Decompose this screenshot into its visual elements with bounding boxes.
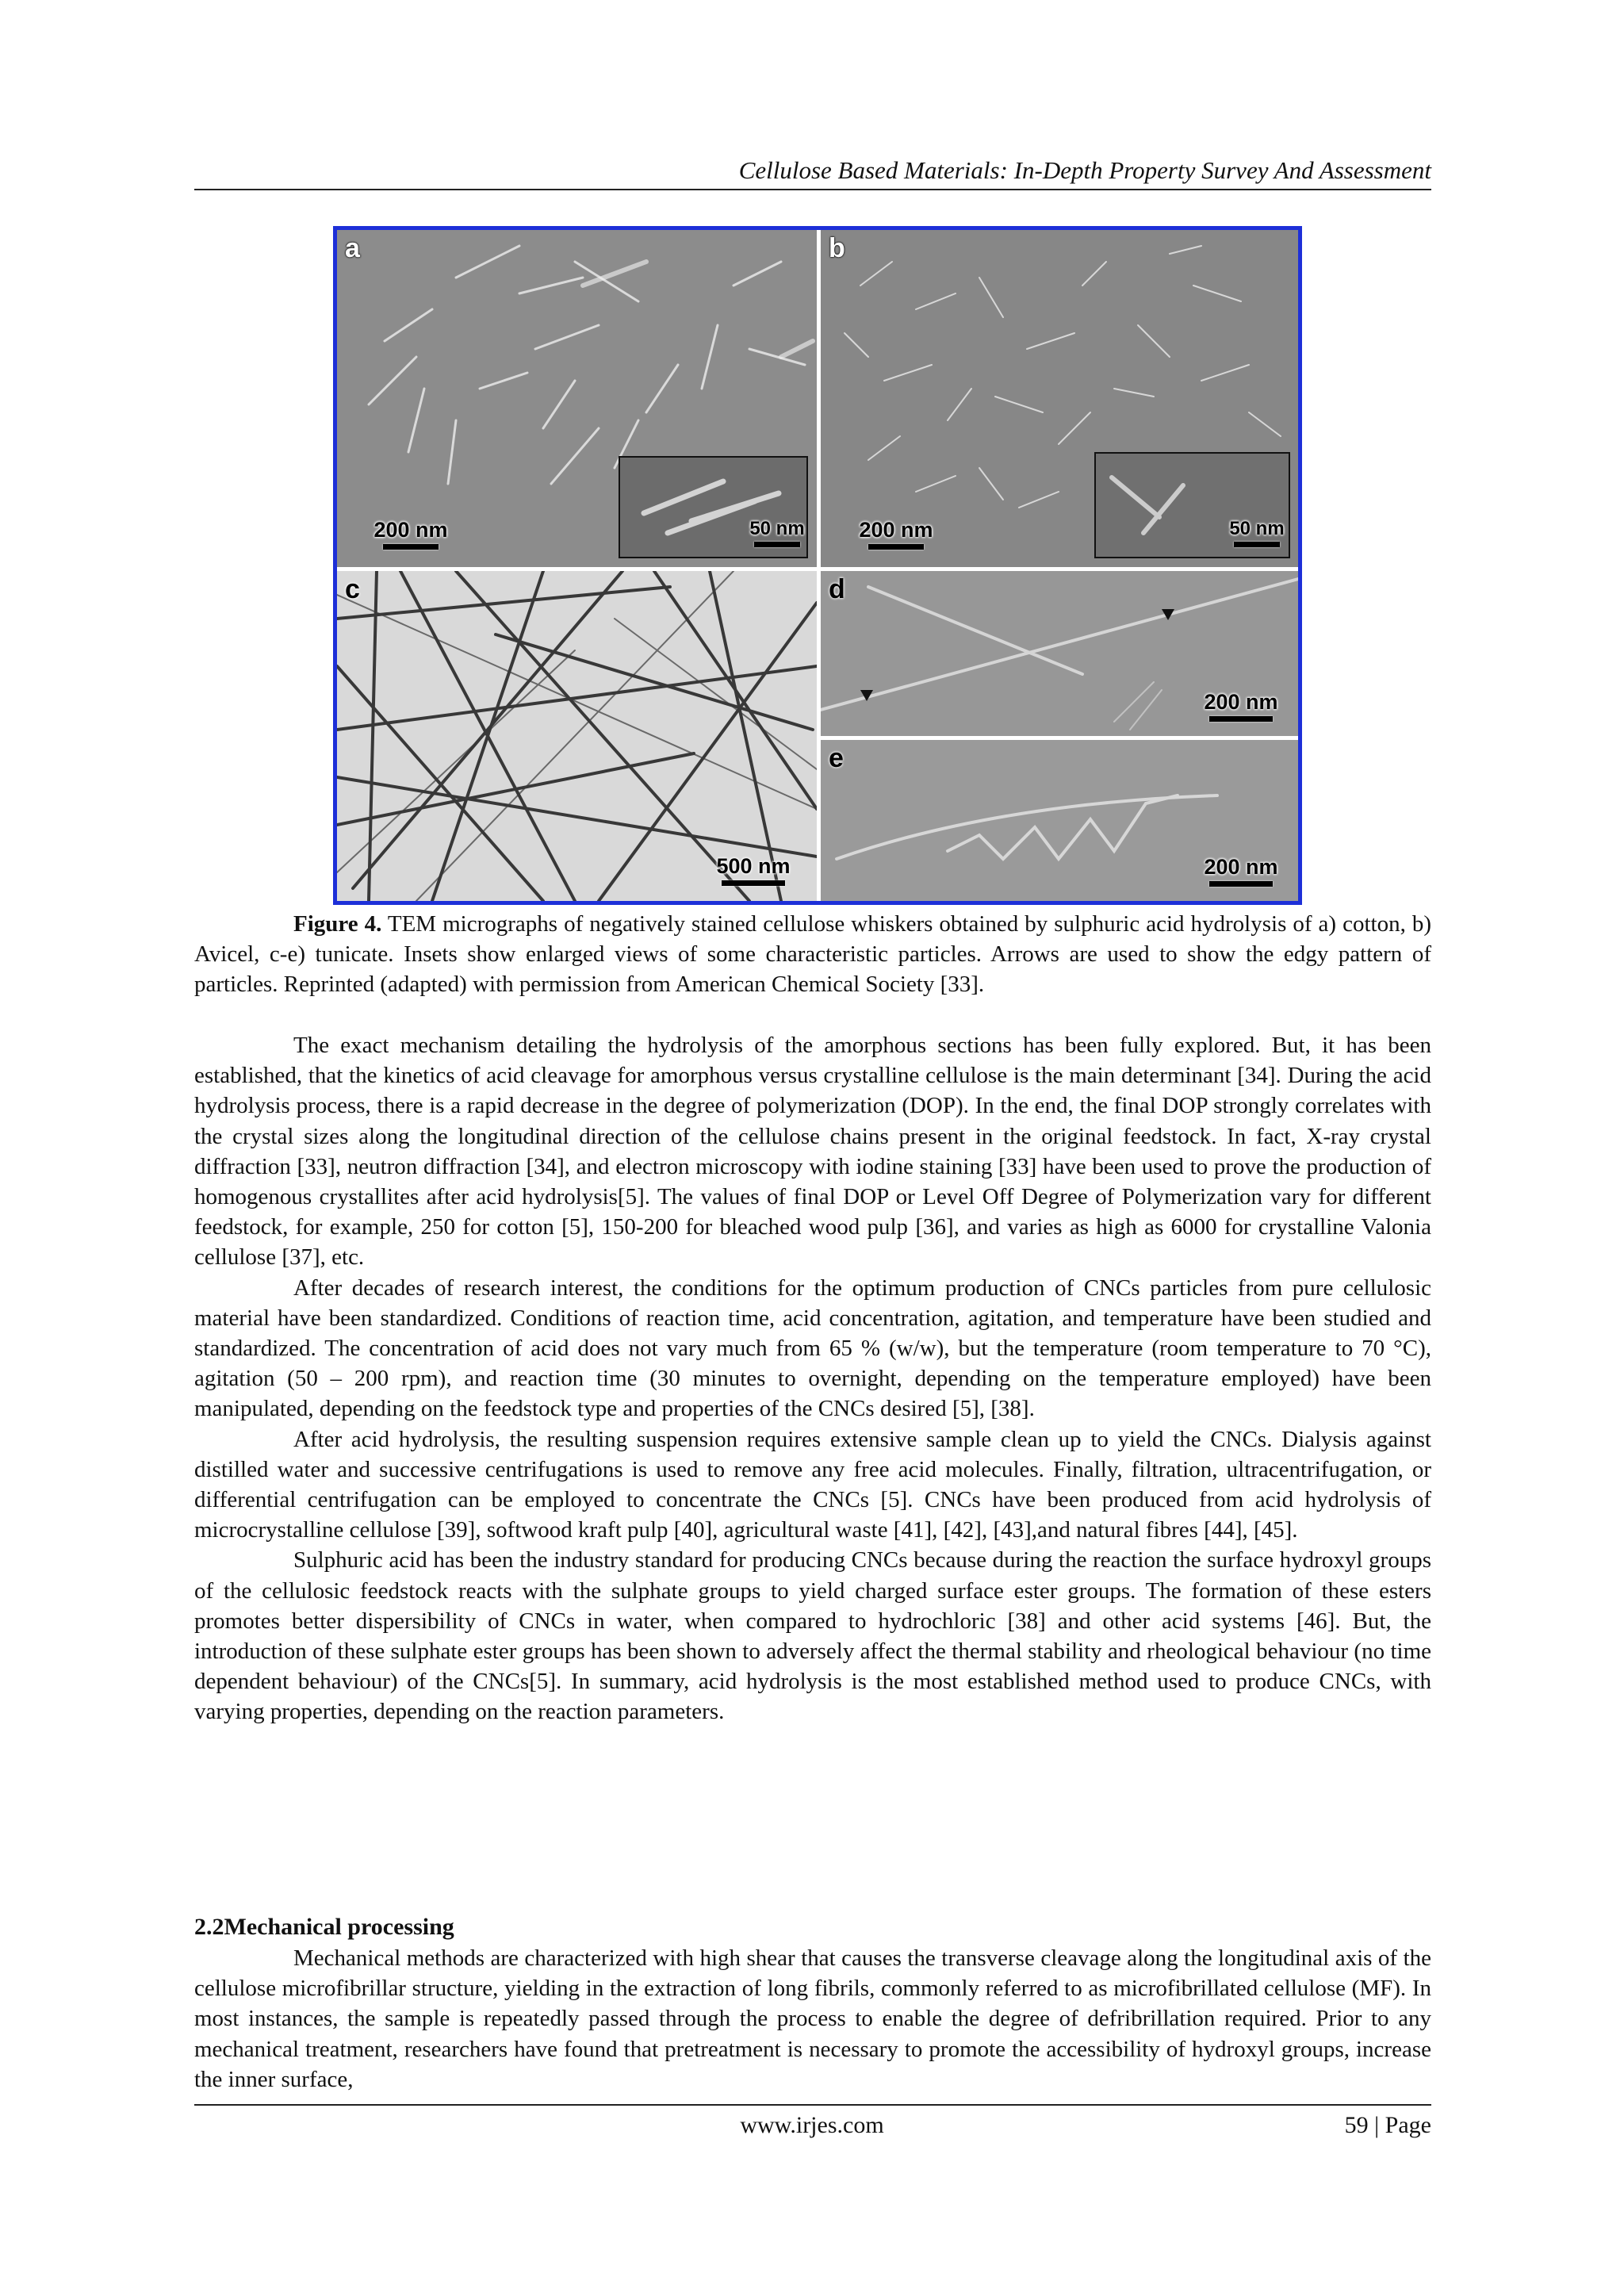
panel-d-letter: d — [829, 574, 845, 604]
micrograph-panel-d — [821, 571, 1298, 736]
paragraph: After decades of research interest, the conditions for the optimum production of CNCs particles from pure cellulosic material have been standardized. Conditions of reaction time, acid concentration, agitation, and temperature have been studied and standardized. The concentration of acid does not vary much from 65 % (w/w), but the temperature (room temperature to 70 °C), agitation (50 – 200 rpm), and reaction time (30 minutes to overnight, depending on the temperature employed) have been manipulated, depending on the feedstock type and properties of the CNCs desired [5], [38]. — [194, 1274, 1431, 1422]
panel-a-scale-bar — [367, 518, 454, 550]
paragraph: After acid hydrolysis, the resulting suspension requires extensive sample clean up to yield the CNCs. Dialysis against distilled water and successive centrifugations is used to remove any free acid molecules. Finally, filtration, ultracentrifugation, or differential centrifugation can be employed to concentrate the CNCs [5]. CNCs have been produced from acid hydrolysis of microcrystalline cellulose [39], softwood kraft pulp [40], agricultural waste [41], [42], [43],and natural fibres [44], [45]. — [194, 1426, 1431, 1543]
body-text — [194, 1030, 1431, 1727]
section-heading: 2.2Mechanical processing — [194, 1914, 454, 1940]
paragraph: Mechanical methods are characterized with high shear that causes the transverse cleavage along the longitudinal axis of the cellulose microfibrillar structure, yielding in the extraction of long fibrils, commonly referred to as microfibrillated cellulose (MF). In most instances, the sample is repeatedly passed through the process to enable the degree of defribrillation required. Prior to any mechanical treatment, researchers have found that pretreatment is necessary to promote the accessibility of hydroxyl groups, increase the inner surface, — [194, 1945, 1431, 2092]
panel-a-letter: a — [345, 233, 360, 263]
panel-c-image — [337, 571, 817, 901]
header-rule — [194, 189, 1431, 190]
panel-e-letter: e — [829, 743, 844, 773]
panel-e-scale-label: 200 nm — [1204, 855, 1278, 879]
section-body-text — [194, 1943, 1431, 2095]
footer-page-number: 59 | Page — [1344, 2112, 1431, 2138]
paragraph: Sulphuric acid has been the industry standard for producing CNCs because during the reaction the surface hydroxyl groups of the cellulosic feedstock reacts with the sulphate groups to yield charged surface ester groups. The formation of these esters promotes better dispersibility of CNCs in water, when compared to hydrochloric [38] and other acid systems [46]. But, the introduction of these sulphate ester groups has been shown to adversely affect the thermal stability and rheological behaviour (no time dependent behaviour) of the CNCs[5]. In summary, acid hydrolysis is the most established method used to produce CNCs, with varying properties, depending on the reaction parameters. — [194, 1547, 1431, 1725]
micrograph-panel-b — [821, 230, 1298, 567]
panel-a-inset-scale-bar — [745, 518, 809, 547]
panel-a-scale-label: 200 nm — [373, 518, 448, 542]
panel-d-scale-bar — [1193, 690, 1289, 722]
micrograph-panel-e — [821, 740, 1298, 901]
figure-label: Figure 4. — [293, 911, 382, 937]
caption-text: TEM micrographs of negatively stained cellulose whiskers obtained by sulphuric acid hydrolysis of a) cotton, b) Avicel, c-e) tunicate. Insets show enlarged views of some characteristic particles. Arrows are used to show the edgy pattern of particles. Reprinted (adapted) with permission from American Chemical Society [33]. — [194, 911, 1431, 998]
panel-b-scale-bar — [852, 518, 940, 550]
panel-b-letter: b — [829, 233, 845, 263]
micrograph-panel-c — [337, 571, 817, 901]
running-header: Cellulose Based Materials: In-Depth Property Survey And Assessment — [738, 156, 1431, 184]
panel-b-scale-label: 200 nm — [859, 518, 933, 542]
panel-d-scale-label: 200 nm — [1204, 690, 1278, 714]
footer-url: www.irjes.com — [740, 2112, 884, 2138]
figure-caption — [194, 909, 1431, 1000]
panel-b-inset-scale-bar — [1225, 518, 1289, 547]
panel-c-letter: c — [345, 574, 360, 604]
footer-rule — [194, 2104, 1431, 2106]
paragraph: The exact mechanism detailing the hydrolysis of the amorphous sections has been fully explored. But, it has been established, that the kinetics of acid cleavage for amorphous versus crystalline cellulose is the main determinant [34]. During the acid hydrolysis process, there is a rapid decrease in the degree of polymerization (DOP). In the end, the final DOP strongly correlates with the crystal sizes along the longitudinal direction of the cellulose chains present in the original feedstock. In fact, X-ray crystal diffraction [33], neutron diffraction [34], and electron microscopy with iodine staining [33] have been used to prove the production of homogenous crystallites after acid hydrolysis[5]. The values of final DOP or Level Off Degree of Polymerization vary for different feedstock, for example, 250 for cotton [5], 150-200 for bleached wood pulp [36], and varies as high as 6000 for crystalline Valonia cellulose [37], etc. — [194, 1033, 1431, 1271]
panel-e-scale-bar — [1193, 855, 1289, 887]
micrograph-panel-a — [337, 230, 817, 567]
panel-b-inset-scale-label: 50 nm — [1229, 518, 1285, 539]
panel-a-inset-scale-label: 50 nm — [749, 518, 805, 539]
panel-c-scale-label: 500 nm — [716, 854, 791, 878]
figure-4-tem-micrographs — [333, 226, 1302, 905]
panel-c-scale-bar — [706, 854, 801, 886]
